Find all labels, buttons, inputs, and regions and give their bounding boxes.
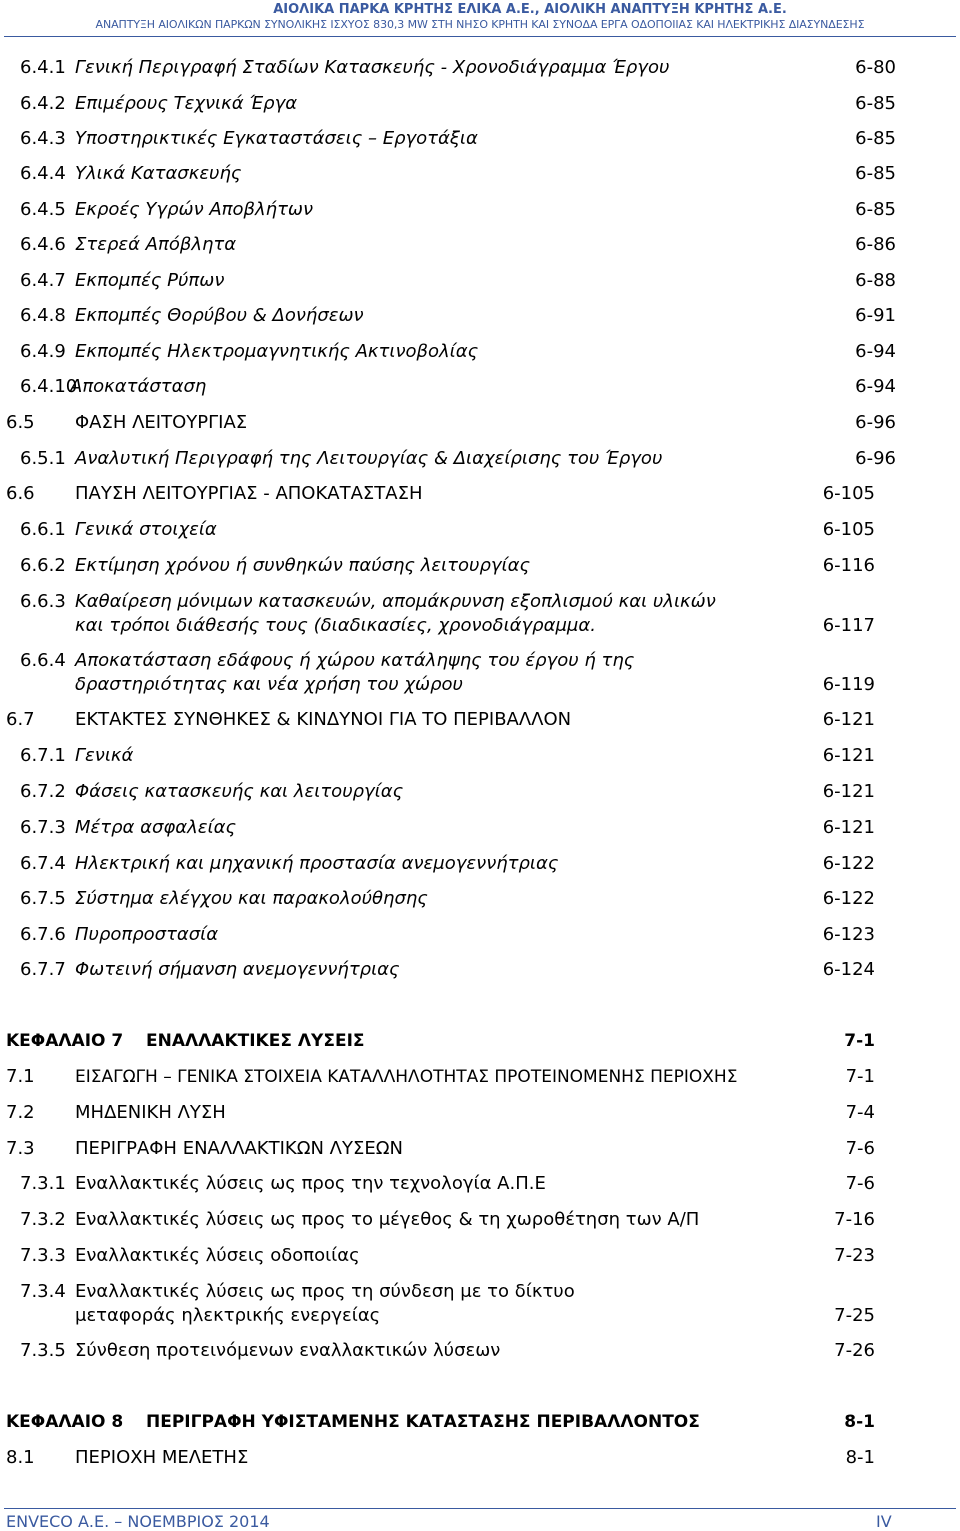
toc-number: 6.6.1 (20, 519, 66, 540)
toc-page: 7-4 (845, 1102, 875, 1123)
toc-number: 6.6 (6, 483, 35, 504)
toc-page: 6-116 (822, 555, 875, 576)
toc-title: Μέτρα ασφαλείας (75, 817, 237, 838)
toc-title: Γενικά (75, 745, 134, 766)
toc-title: Αποκατάσταση εδάφους ή χώρου κατάληψης του έργου ή της (75, 650, 635, 671)
toc-number: 6.4.10 (20, 376, 78, 397)
toc-page: 6-124 (822, 959, 875, 980)
toc-page: 6-96 (855, 448, 896, 469)
toc-number: 6.7.1 (20, 745, 66, 766)
toc-title-continued: μεταφοράς ηλεκτρικής ενεργείας (75, 1305, 381, 1326)
toc-page: 7-1 (844, 1031, 875, 1051)
toc-number: 6.7.7 (20, 959, 66, 980)
toc-page: 6-121 (822, 781, 875, 802)
toc-title: Εναλλακτικές λύσεις ως προς το μέγεθος & τη χωροθέτηση των Α/Π (75, 1209, 700, 1230)
toc-number: 7.3.5 (20, 1340, 66, 1361)
toc-page: 7-26 (834, 1340, 875, 1361)
toc-title: Γενικά στοιχεία (75, 519, 217, 540)
header-subtitle: ΑΝΑΠΤΥΞΗ ΑΙΟΛΙΚΩΝ ΠΑΡΚΩΝ ΣΥΝΟΛΙΚΗΣ ΙΣΧΥΟΣ 830,3 MW ΣΤΗ ΝΗΣΟ ΚΡΗΤΗ ΚΑΙ ΣΥΝΟΔΑ ΕΡΓΑ ΟΔΟΠΟΙΙΑΣ ΚΑΙ ΗΛΕΚΤΡΙΚΗΣ ΔΙΑΣΥΝΔΕΣΗΣ (95, 18, 865, 31)
toc-title: ΠΑΥΣΗ ΛΕΙΤΟΥΡΓΙΑΣ - ΑΠΟΚΑΤΑΣΤΑΣΗ (75, 483, 423, 504)
toc-number: 6.4.2 (20, 93, 66, 114)
toc-number: 7.2 (6, 1102, 35, 1123)
toc-title: ΠΕΡΙΟΧΗ ΜΕΛΕΤΗΣ (75, 1447, 249, 1468)
toc-title: Εκπομπές Θορύβου & Δονήσεων (75, 305, 364, 326)
toc-page: 7-1 (845, 1066, 875, 1087)
toc-page: 6-117 (822, 615, 875, 636)
toc-number: 6.4.9 (20, 341, 66, 362)
toc-page: 7-16 (834, 1209, 875, 1230)
toc-title: Εναλλακτικές λύσεις ως προς τη σύνδεση με το δίκτυο (75, 1281, 575, 1302)
toc-title: Υλικά Κατασκευής (75, 163, 242, 184)
toc-title: Αναλυτική Περιγραφή της Λειτουργίας & Διαχείρισης του Έργου (75, 448, 663, 469)
toc-number: 6.7.4 (20, 853, 66, 874)
toc-title: Ηλεκτρική και μηχανική προστασία ανεμογεννήτριας (75, 853, 559, 874)
toc-page: 6-88 (855, 270, 896, 291)
toc-title: ΕΙΣΑΓΩΓΗ – ΓΕΝΙΚΑ ΣΤΟΙΧΕΙΑ ΚΑΤΑΛΛΗΛΟΤΗΤΑΣ ΠΡΟΤΕΙΝΟΜΕΝΗΣ ΠΕΡΙΟΧΗΣ (75, 1067, 738, 1087)
toc-page: 7-23 (834, 1245, 875, 1266)
toc-page: 6-85 (855, 163, 896, 184)
toc-title: Φάσεις κατασκευής και λειτουργίας (75, 781, 404, 802)
toc-number: 7.1 (6, 1066, 35, 1087)
toc-page: 7-6 (845, 1173, 875, 1194)
toc-title: Εκπομπές Ηλεκτρομαγνητικής Ακτινοβολίας (75, 341, 479, 362)
toc-number: 6.6.2 (20, 555, 66, 576)
footer-divider (4, 1508, 956, 1509)
toc-title-continued: δραστηριότητας και νέα χρήση του χώρου (75, 674, 463, 695)
toc-number: 6.4.5 (20, 199, 66, 220)
toc-page: 6-119 (822, 674, 875, 695)
header-title: ΑΙΟΛΙΚΑ ΠΑΡΚΑ ΚΡΗΤΗΣ ΕΛΙΚΑ Α.Ε., ΑΙΟΛΙΚΗ ΑΝΑΠΤΥΞΗ ΚΡΗΤΗΣ Α.Ε. (273, 2, 787, 17)
toc-page: 6-105 (822, 483, 875, 504)
toc-title: Καθαίρεση μόνιμων κατασκευών, απομάκρυνση εξοπλισμού και υλικών (75, 591, 716, 612)
toc-title: Στερεά Απόβλητα (75, 234, 237, 255)
toc-page: 6-121 (822, 817, 875, 838)
toc-number: 6.4.1 (20, 57, 66, 78)
footer-page-number: IV (876, 1512, 892, 1531)
toc-page: 6-86 (855, 234, 896, 255)
toc-title: Σύνθεση προτεινόμενων εναλλακτικών λύσεων (75, 1340, 501, 1361)
toc-page: 6-85 (855, 128, 896, 149)
toc-number: 6.6.3 (20, 591, 66, 612)
toc-title-continued: και τρόποι διάθεσής τους (διαδικασίες, χρονοδιάγραμμα. (75, 615, 596, 636)
toc-title: ΜΗΔΕΝΙΚΗ ΛΥΣΗ (75, 1102, 226, 1123)
toc-number: 7.3.3 (20, 1245, 66, 1266)
toc-number: 7.3.1 (20, 1173, 66, 1194)
toc-page: 6-91 (855, 305, 896, 326)
toc-title: Εκπομπές Ρύπων (75, 270, 225, 291)
toc-page: 6-105 (822, 519, 875, 540)
toc-page: 6-123 (822, 924, 875, 945)
toc-page: 6-80 (855, 57, 896, 78)
toc-page: 6-122 (822, 888, 875, 909)
toc-title: Επιμέρους Τεχνικά Έργα (75, 93, 298, 114)
toc-title: Εκτίμηση χρόνου ή συνθηκών παύσης λειτουργίας (75, 555, 531, 576)
toc-title: Γενική Περιγραφή Σταδίων Κατασκευής - Χρονοδιάγραμμα Έργου (75, 57, 670, 78)
toc-chapter-number: ΚΕΦΑΛΑΙΟ 8 (6, 1412, 124, 1432)
toc-number: 6.5 (6, 412, 35, 433)
toc-chapter-number: ΚΕΦΑΛΑΙΟ 7 (6, 1031, 124, 1051)
toc-title: ΕΚΤΑΚΤΕΣ ΣΥΝΘΗΚΕΣ & ΚΙΝΔΥΝΟΙ ΓΙΑ ΤΟ ΠΕΡΙΒΑΛΛΟΝ (75, 709, 572, 730)
toc-number: 6.4.6 (20, 234, 66, 255)
toc-number: 6.7 (6, 709, 35, 730)
toc-title: Σύστημα ελέγχου και παρακολούθησης (75, 888, 428, 909)
toc-number: 6.4.8 (20, 305, 66, 326)
toc-chapter-title: ΕΝΑΛΛΑΚΤΙΚΕΣ ΛΥΣΕΙΣ (146, 1031, 365, 1051)
toc-number: 6.7.5 (20, 888, 66, 909)
toc-number: 6.4.3 (20, 128, 66, 149)
toc-page: 8-1 (844, 1412, 875, 1432)
toc-page: 6-122 (822, 853, 875, 874)
toc-page: 6-121 (822, 745, 875, 766)
toc-number: 6.7.2 (20, 781, 66, 802)
toc-page: 6-96 (855, 412, 896, 433)
toc-number: 6.6.4 (20, 650, 66, 671)
toc-title: Φωτεινή σήμανση ανεμογεννήτριας (75, 959, 400, 980)
toc-title: Εναλλακτικές λύσεις ως προς την τεχνολογία Α.Π.Ε (75, 1173, 546, 1194)
toc-number: 7.3.4 (20, 1281, 66, 1302)
toc-number: 6.4.4 (20, 163, 66, 184)
toc-chapter-title: ΠΕΡΙΓΡΑΦΗ ΥΦΙΣΤΑΜΕΝΗΣ ΚΑΤΑΣΤΑΣΗΣ ΠΕΡΙΒΑΛΛΟΝΤΟΣ (146, 1412, 700, 1432)
toc-title: Πυροπροστασία (75, 924, 219, 945)
toc-page: 8-1 (845, 1447, 875, 1468)
toc-page: 6-94 (855, 376, 896, 397)
toc-number: 6.5.1 (20, 448, 66, 469)
toc-page: 7-25 (834, 1305, 875, 1326)
toc-title: Εναλλακτικές λύσεις οδοποιίας (75, 1245, 360, 1266)
toc-number: 6.7.3 (20, 817, 66, 838)
toc-page: 6-94 (855, 341, 896, 362)
toc-title: Υποστηρικτικές Εγκαταστάσεις – Εργοτάξια (75, 128, 478, 149)
toc-title: Εκροές Υγρών Αποβλήτων (75, 199, 314, 220)
toc-page: 7-6 (845, 1138, 875, 1159)
toc-page: 6-85 (855, 199, 896, 220)
toc-title: Αποκατάσταση (70, 376, 207, 397)
toc-number: 7.3 (6, 1138, 35, 1159)
header-divider (4, 36, 956, 37)
footer-company-date: ENVECO Α.Ε. – ΝΟΕΜΒΡΙΟΣ 2014 (6, 1512, 270, 1531)
toc-title: ΦΑΣΗ ΛΕΙΤΟΥΡΓΙΑΣ (75, 412, 248, 433)
toc-page: 6-121 (822, 709, 875, 730)
toc-page: 6-85 (855, 93, 896, 114)
toc-number: 8.1 (6, 1447, 35, 1468)
toc-title: ΠΕΡΙΓΡΑΦΗ ΕΝΑΛΛΑΚΤΙΚΩΝ ΛΥΣΕΩΝ (75, 1138, 403, 1159)
toc-number: 6.4.7 (20, 270, 66, 291)
toc-number: 6.7.6 (20, 924, 66, 945)
toc-number: 7.3.2 (20, 1209, 66, 1230)
